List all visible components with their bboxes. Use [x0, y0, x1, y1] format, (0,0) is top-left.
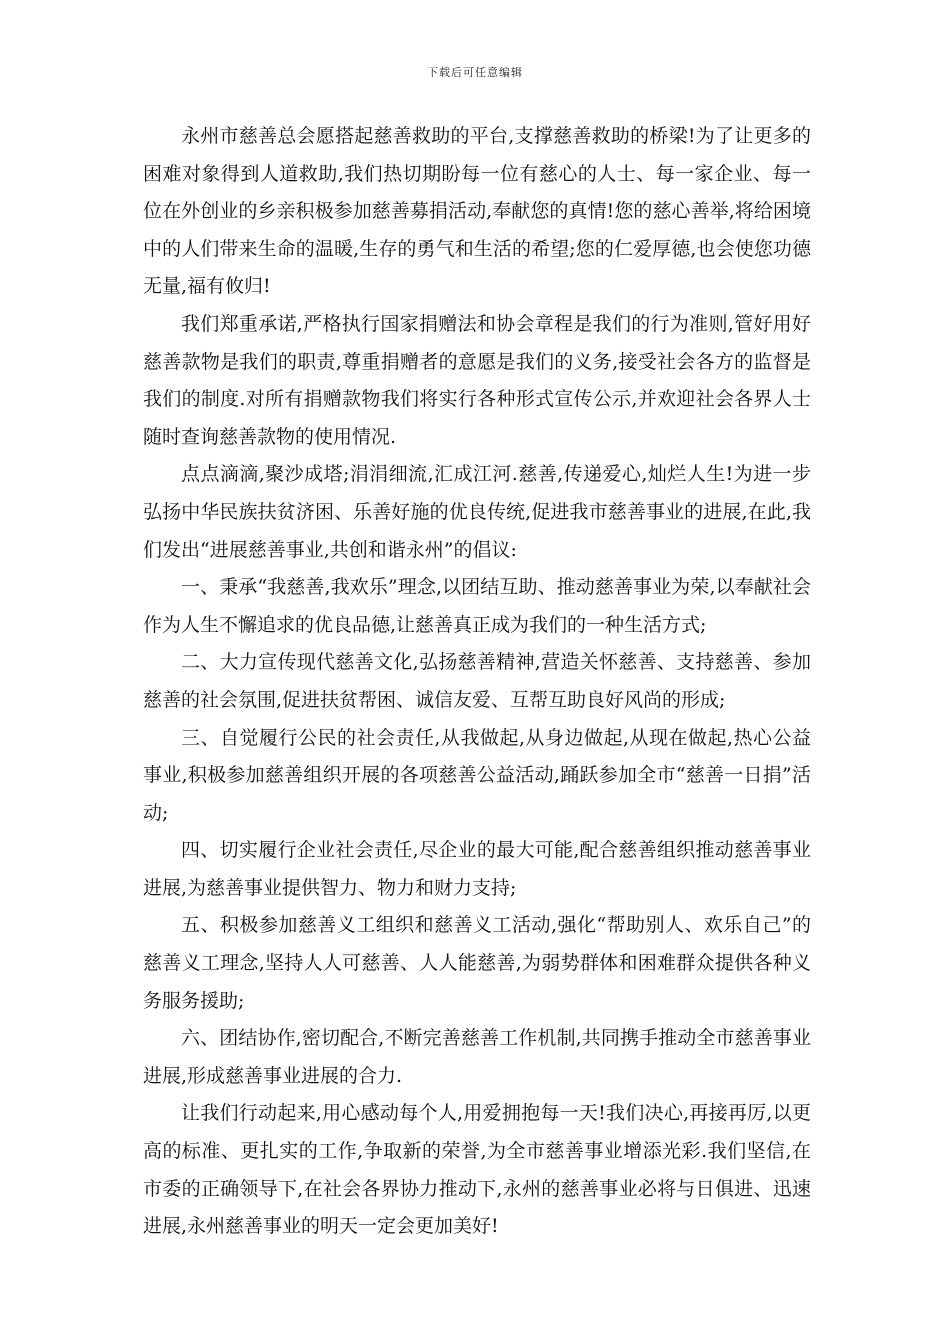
paragraph-item-4: 四、切实履行企业社会责任,尽企业的最大可能,配合慈善组织推动慈善事业进展,为慈善事业提供智力、物力和财力支持; — [143, 839, 811, 899]
page-header: 下载后可任意编辑 — [427, 66, 523, 79]
paragraph-proposal-intro: 点点滴滴,聚沙成塔;涓涓细流,汇成江河.慈善,传递爱心,灿烂人生!为进一步弘扬中华民族扶贫济困、乐善好施的优良传统,促进我市慈善事业的进展,在此,我们发出“进展慈善事业,共创和谐永州”的倡议: — [143, 463, 811, 561]
paragraph-closing: 让我们行动起来,用心感动每个人,用爱拥抱每一天!我们决心,再接再厉,以更高的标准、更扎实的工作,争取新的荣誉,为全市慈善事业增添光彩.我们坚信,在市委的正确领导下,在社会各界协力推动下,永州的慈善事业必将与日俱进、迅速进展,永州慈善事业的明天一定会更加美好! — [143, 1102, 811, 1238]
paragraph-intro: 永州市慈善总会愿搭起慈善救助的平台,支撑慈善救助的桥梁!为了让更多的困难对象得到人道救助,我们热切期盼每一位有慈心的人士、每一家企业、每一位在外创业的乡亲积极参加慈善募捐活动,奉献您的真情!您的慈心善举,将给困境中的人们带来生命的温暖,生存的勇气和生活的希望;您的仁爱厚德,也会使您功德无量,福有攸归! — [143, 125, 811, 298]
paragraph-item-3: 三、自觉履行公民的社会责任,从我做起,从身边做起,从现在做起,热心公益事业,积极参加慈善组织开展的各项慈善公益活动,踊跃参加全市“慈善一日捐”活动; — [143, 726, 811, 824]
paragraph-item-6: 六、团结协作,密切配合,不断完善慈善工作机制,共同携手推动全市慈善事业进展,形成慈善事业进展的合力. — [143, 1027, 811, 1087]
paragraph-item-5: 五、积极参加慈善义工组织和慈善义工活动,强化“帮助别人、欢乐自己”的慈善义工理念,坚持人人可慈善、人人能慈善,为弱势群体和困难群众提供各种义务服务援助; — [143, 914, 811, 1012]
paragraph-commitment: 我们郑重承诺,严格执行国家捐赠法和协会章程是我们的行为准则,管好用好慈善款物是我们的职责,尊重捐赠者的意愿是我们的义务,接受社会各方的监督是我们的制度.对所有捐赠款物我们将实行各种形式宣传公示,并欢迎社会各界人士随时查询慈善款物的使用情况. — [143, 312, 811, 448]
paragraph-item-1: 一、秉承“我慈善,我欢乐”理念,以团结互助、推动慈善事业为荣,以奉献社会作为人生不懈追求的优良品德,让慈善真正成为我们的一种生活方式; — [143, 576, 811, 636]
document-body — [143, 118, 811, 1246]
paragraph-item-2: 二、大力宣传现代慈善文化,弘扬慈善精神,营造关怀慈善、支持慈善、参加慈善的社会氛围,促进扶贫帮困、诚信友爱、互帮互助良好风尚的形成; — [143, 651, 811, 711]
